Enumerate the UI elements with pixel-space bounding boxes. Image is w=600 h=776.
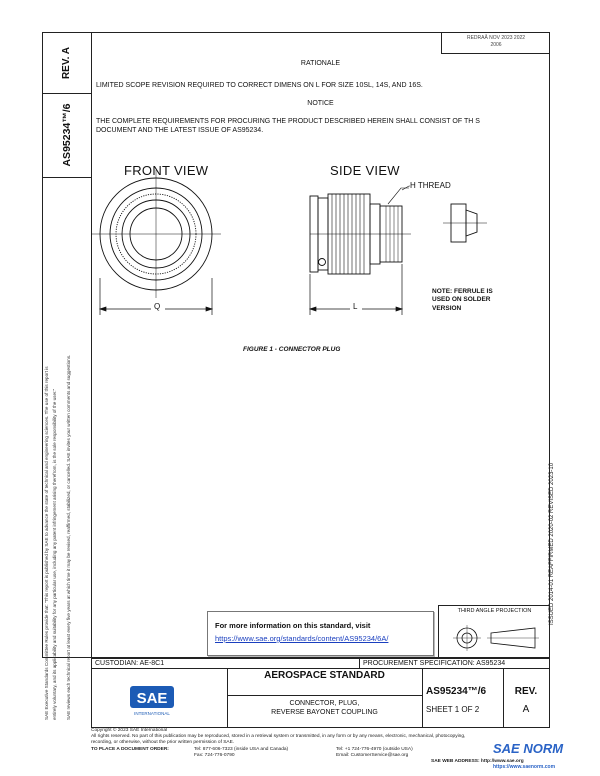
left-revision-text xyxy=(61,47,73,79)
procurement-text: PROCUREMENT SPECIFICATION: AS95234 xyxy=(363,660,506,667)
disclaimer-line-2: entirely voluntary, and its applicability and suitability for any particular use, including any patent infringement arising therefrom, is the sole responsibility of the user.” xyxy=(52,388,57,720)
document-number: AS95234™/6 xyxy=(426,686,487,697)
disclaimer-line-1: SAE Executive Standards Committee Rules provide that: “This report is published by SAE to advance the state of technical and engineering sciences. The use of this report is xyxy=(44,366,49,720)
aerospace-standard-title: AEROSPACE STANDARD xyxy=(264,670,385,681)
notice-line-1: THE COMPLETE REQUIREMENTS FOR PROCURING THE PRODUCT DESCRIBED HEREIN SHALL CONSIST OF TH S xyxy=(96,118,480,125)
info-box-link[interactable]: https://www.sae.org/standards/content/AS95234/6A/ xyxy=(215,634,389,643)
description-line-2: REVERSE BAYONET COUPLING xyxy=(271,709,378,716)
notice-line-2: DOCUMENT AND THE LATEST ISSUE OF AS95234. xyxy=(96,127,264,134)
custodian-text: CUSTODIAN: AE-8C1 xyxy=(95,660,165,667)
watermark xyxy=(493,741,563,771)
front-view-label: FRONT VIEW xyxy=(124,163,209,178)
issue-dates: ISSUED 2014-01 REAFFIRMED 2020-02 REVISED 2023-10 xyxy=(549,462,555,625)
sheet-number: SHEET 1 OF 2 xyxy=(426,705,480,714)
ferrule-note-line-1: NOTE: FERRULE IS xyxy=(432,288,493,295)
footer-email: Email: CustomerService@sae.org xyxy=(336,753,409,758)
front-view-drawing xyxy=(91,170,221,298)
sae-logo-text: SAE xyxy=(136,690,168,707)
footer-fax: Fax: 724-776-0790 xyxy=(194,753,235,758)
footer-order-label: TO PLACE A DOCUMENT ORDER: xyxy=(91,747,169,752)
rationale-title: RATIONALE xyxy=(300,60,341,67)
side-view-label: SIDE VIEW xyxy=(330,163,400,178)
reaffirm-box xyxy=(441,32,550,54)
footer-rights-2: recording, or otherwise, without the prior written permission of SAE. xyxy=(91,740,235,745)
footer-tel-usa: Tel: 877-606-7323 (inside USA and Canada) xyxy=(194,747,289,752)
dimension-l-label: L xyxy=(353,302,358,311)
left-rev-value: A xyxy=(61,46,72,55)
third-angle-label: THIRD ANGLE PROJECTION xyxy=(457,608,532,614)
disclaimer-line-3: SAE reviews each technical report at least every five years at which time it may be revised, reaffirmed, stabilized, or cancelled. SAE invites your written comments and suggestions. xyxy=(66,354,71,720)
footer-web[interactable]: SAE WEB ADDRESS: http://www.sae.org xyxy=(431,759,524,764)
figure-caption: FIGURE 1 - CONNECTOR PLUG xyxy=(243,346,341,353)
sae-logo-subtext: INTERNATIONAL xyxy=(134,711,170,716)
watermark-text: SAE NORM xyxy=(493,741,564,756)
connector-drawing xyxy=(91,150,550,350)
footer-copyright: Copyright © 2023 SAE International xyxy=(91,728,168,733)
left-document-number: AS95234™/6 xyxy=(61,103,73,167)
footer-rights-1: All rights reserved. No part of this publication may be reproduced, stored in a retrieval system or transmitted, in any form or by any means, electronic, mechanical, photocopying, xyxy=(91,734,466,739)
third-angle-symbol xyxy=(449,620,541,654)
revision-label: REV. xyxy=(514,686,538,697)
description-line-1: CONNECTOR, PLUG, xyxy=(289,700,360,707)
thread-leader xyxy=(388,188,409,204)
ferrule-drawing xyxy=(443,204,487,242)
info-box-title: For more information on this standard, visit xyxy=(215,621,371,630)
thread-label: H THREAD xyxy=(410,181,451,190)
sae-logo-icon xyxy=(128,683,176,717)
revision-value: A xyxy=(522,704,530,715)
info-box xyxy=(207,611,434,656)
footer-tel-intl: Tel: +1 724-776-4970 (outside USA) xyxy=(336,747,413,752)
third-angle-box xyxy=(438,605,550,658)
left-revision-cell xyxy=(43,33,91,94)
notice-title: NOTICE xyxy=(307,100,334,107)
reaffirm-line-2: 2006 xyxy=(490,42,502,48)
dimension-q-label: Q xyxy=(154,302,161,311)
rationale-text: LIMITED SCOPE REVISION REQUIRED TO CORRECT DIMENS ON L FOR SIZE 10SL, 14S, AND 16S. xyxy=(96,82,423,89)
ferrule-note-line-2: USED ON SOLDER xyxy=(432,296,491,303)
watermark-url: https://www.saenorm.com xyxy=(493,764,556,770)
ferrule-note-line-3: VERSION xyxy=(432,305,462,312)
side-view-drawing xyxy=(310,186,411,274)
left-rev-label: REV. xyxy=(61,56,72,80)
reaffirm-line-1: REDRAÅ NOV 2023 2022 xyxy=(466,35,526,41)
